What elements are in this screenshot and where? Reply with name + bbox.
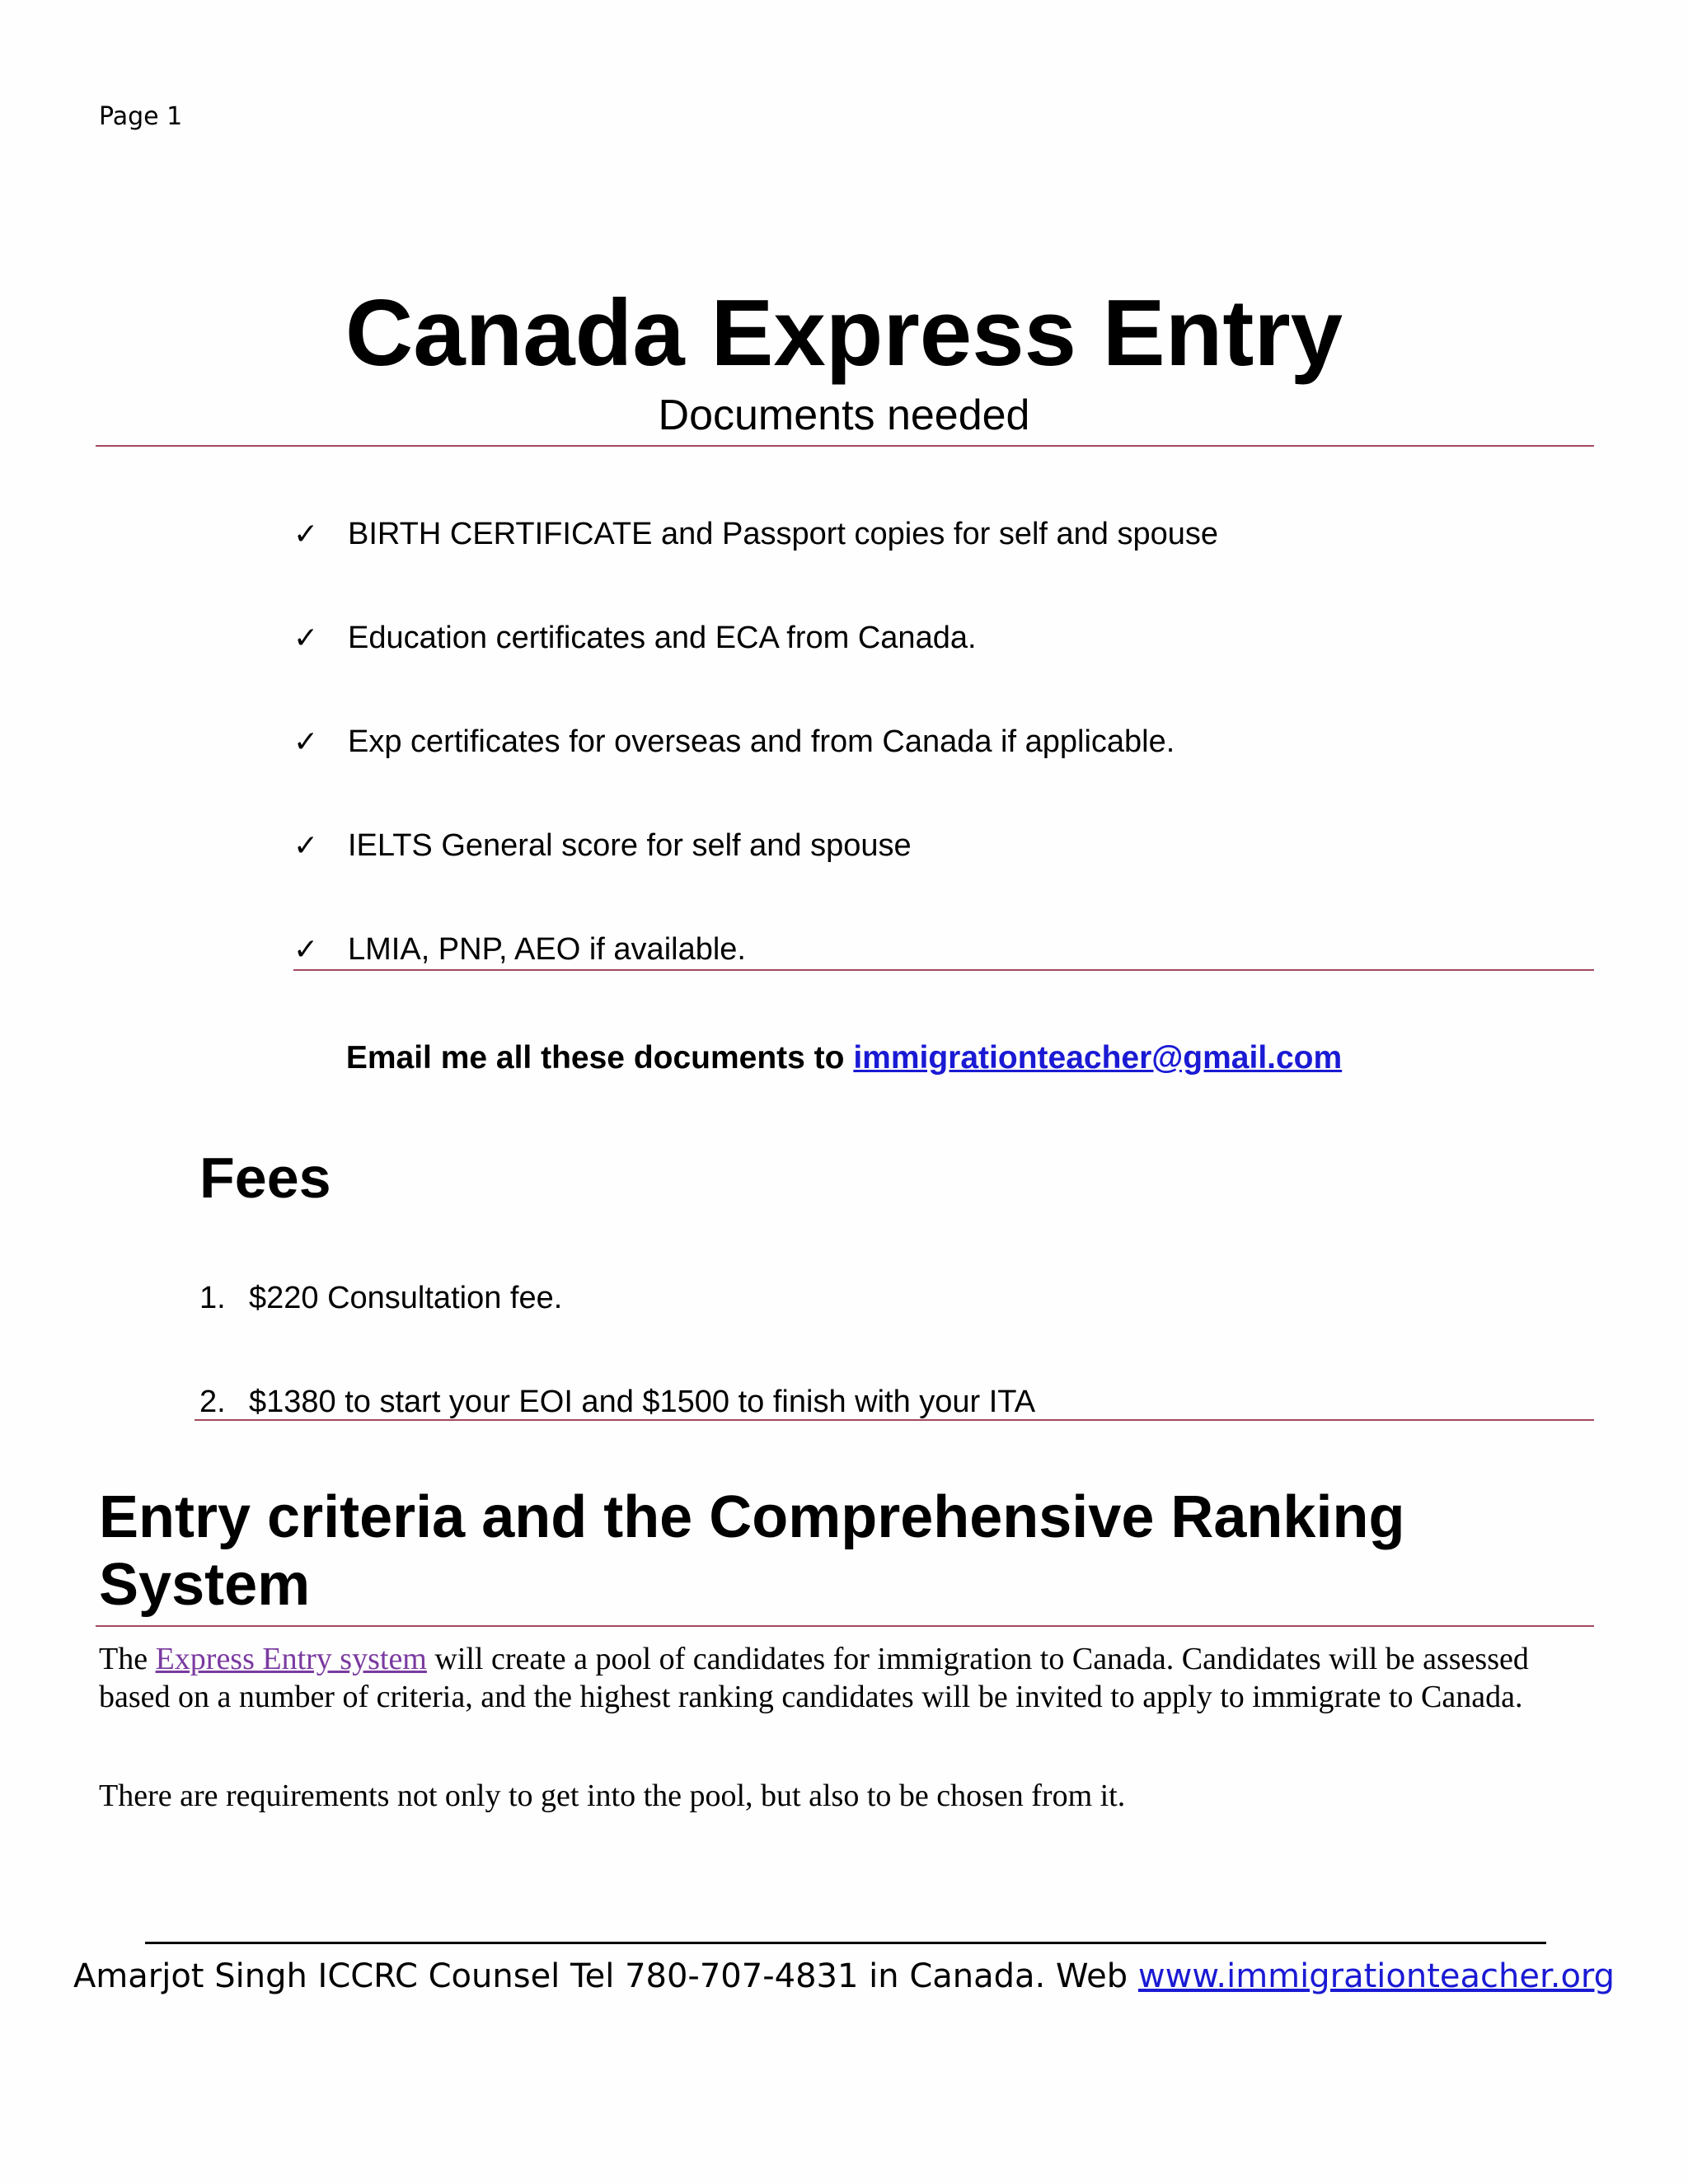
section-divider bbox=[96, 1625, 1594, 1627]
email-prefix: Email me all these documents to bbox=[345, 1040, 854, 1076]
fees-list bbox=[199, 1269, 1035, 1477]
list-item bbox=[293, 503, 1218, 607]
document-item-text: BIRTH CERTIFICATE and Passport copies for self and spouse bbox=[348, 517, 1219, 551]
page-number: Page 1 bbox=[99, 102, 183, 131]
list-item bbox=[199, 1269, 1035, 1373]
fees-heading: Fees bbox=[199, 1146, 331, 1210]
document-item-text: LMIA, PNP, AEO if available. bbox=[348, 932, 746, 967]
checkmark-icon: ✓ bbox=[293, 933, 319, 967]
fee-text: $220 Consultation fee. bbox=[249, 1281, 563, 1315]
requirements-paragraph: There are requirements not only to get into the pool, but also to be chosen from it. bbox=[99, 1779, 1126, 1813]
document-item-text: Exp certificates for overseas and from Canada if applicable. bbox=[348, 724, 1175, 759]
list-item bbox=[293, 607, 1218, 710]
email-instruction bbox=[0, 1033, 1688, 1083]
title-divider bbox=[96, 445, 1594, 447]
express-entry-link[interactable]: Express Entry system bbox=[155, 1642, 427, 1676]
paragraph-body: will create a pool of candidates for immigration to Canada. Candidates will be assessed based on a number of criteria, and the highest ranking candidates will be invited to apply to immigrate to Canada. bbox=[99, 1642, 1529, 1714]
fee-number: 1. bbox=[199, 1281, 226, 1315]
checkmark-icon: ✓ bbox=[293, 829, 319, 863]
section-heading: Entry criteria and the Comprehensive Ranking System bbox=[99, 1484, 1405, 1618]
checkmark-icon: ✓ bbox=[293, 518, 319, 551]
website-link[interactable]: www.immigrationteacher.org bbox=[1137, 1957, 1615, 1995]
checkmark-icon: ✓ bbox=[293, 621, 319, 655]
document-item-text: Education certificates and ECA from Canada. bbox=[348, 621, 977, 655]
email-link[interactable]: immigrationteacher@gmail.com bbox=[853, 1040, 1343, 1076]
paragraph-prefix: The bbox=[99, 1642, 156, 1676]
checkmark-icon: ✓ bbox=[293, 725, 319, 759]
fee-text: $1380 to start your EOI and $1500 to finish with your ITA bbox=[249, 1385, 1036, 1419]
documents-checklist bbox=[293, 503, 1218, 1022]
fees-divider bbox=[195, 1419, 1594, 1421]
footer-contact: Amarjot Singh ICCRC Counsel Tel 780-707-4831 in Canada. Web bbox=[73, 1957, 1138, 1995]
footer bbox=[0, 1950, 1688, 2003]
list-item bbox=[293, 814, 1218, 918]
crs-paragraph bbox=[99, 1640, 1582, 1716]
footer-divider bbox=[145, 1942, 1546, 1944]
list-item bbox=[199, 1373, 1035, 1477]
fee-number: 2. bbox=[199, 1385, 226, 1419]
page-title: Canada Express Entry bbox=[345, 281, 1343, 386]
list-item bbox=[293, 710, 1218, 814]
page-subtitle: Documents needed bbox=[658, 391, 1030, 439]
document-item-text: IELTS General score for self and spouse bbox=[348, 828, 912, 863]
checklist-divider bbox=[293, 969, 1594, 971]
